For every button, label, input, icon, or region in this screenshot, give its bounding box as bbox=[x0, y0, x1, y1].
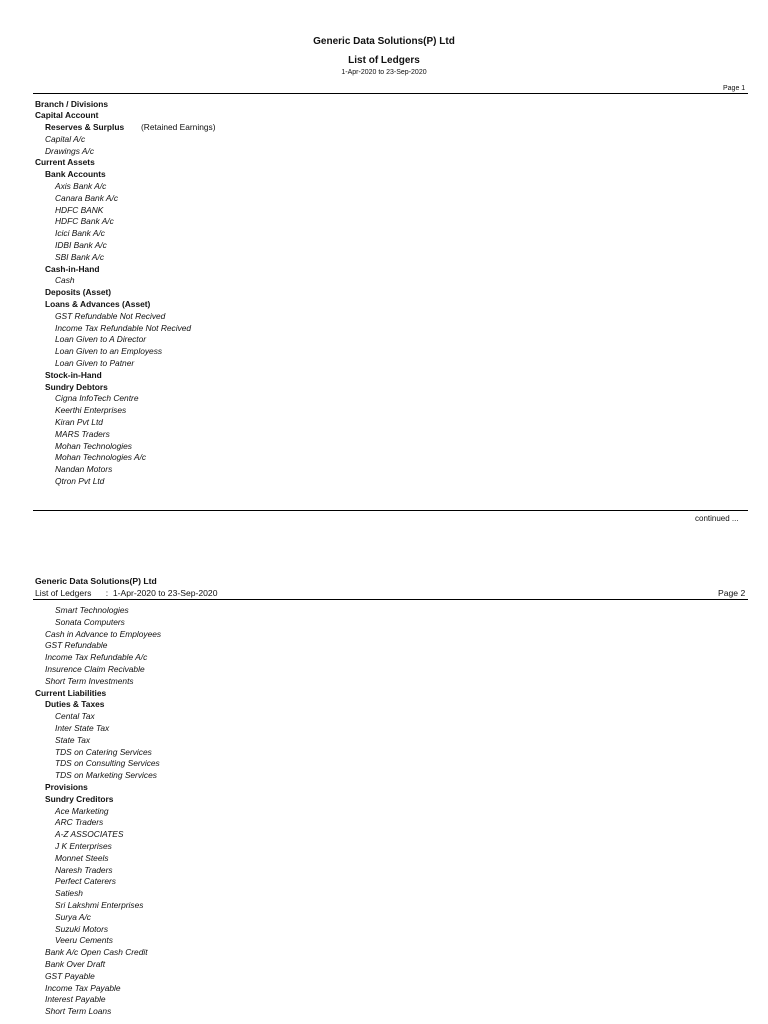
ledger-item bbox=[0, 358, 768, 370]
ledger-item bbox=[0, 1006, 768, 1018]
ledger-item bbox=[0, 193, 768, 205]
ledger-item bbox=[0, 817, 768, 829]
ledger-item bbox=[0, 275, 768, 287]
ledger-name: Cash in Advance to Employees bbox=[45, 628, 162, 639]
ledger-name: TDS on Catering Services bbox=[55, 746, 152, 757]
ledger-name: MARS Traders bbox=[55, 428, 110, 439]
ledger-name: Icici Bank A/c bbox=[55, 228, 105, 239]
ledger-item bbox=[0, 617, 768, 629]
ledger-name: Loan Given to Patner bbox=[55, 358, 135, 369]
ledger-name: Sundry Creditors bbox=[45, 793, 114, 804]
ledger-name: Cigna InfoTech Centre bbox=[55, 393, 139, 404]
ledger-item bbox=[0, 770, 768, 782]
ledger-name: Insurence Claim Recivable bbox=[45, 663, 145, 674]
ledger-name: GST Payable bbox=[45, 970, 95, 981]
ledger-name: Bank A/c Open Cash Credit bbox=[45, 947, 148, 958]
ledger-group bbox=[0, 157, 768, 169]
ledger-group bbox=[0, 122, 768, 134]
ledger-item bbox=[0, 876, 768, 888]
ledger-name: Surya A/c bbox=[55, 911, 91, 922]
ledger-name: Qtron Pvt Ltd bbox=[55, 476, 105, 486]
ledger-name: HDFC Bank A/c bbox=[55, 216, 114, 227]
ledger-item bbox=[0, 629, 768, 641]
ledger-item bbox=[0, 994, 768, 1006]
ledger-item bbox=[0, 947, 768, 959]
ledger-name: SBI Bank A/c bbox=[55, 251, 105, 262]
ledger-item bbox=[0, 134, 768, 146]
ledger-name: Satiesh bbox=[55, 888, 83, 899]
ledger-item bbox=[0, 393, 768, 405]
ledger-name: J K Enterprises bbox=[55, 840, 112, 851]
footer-rule bbox=[33, 510, 748, 511]
ledger-name: Naresh Traders bbox=[55, 864, 113, 875]
page2-company-name: Generic Data Solutions(P) Ltd bbox=[35, 576, 157, 586]
ledger-name: HDFC BANK bbox=[55, 204, 104, 215]
report-period: 1-Apr-2020 to 23-Sep-2020 bbox=[341, 69, 427, 76]
ledger-group bbox=[0, 299, 768, 311]
ledger-name: Loan Given to A Director bbox=[55, 334, 147, 345]
ledger-group bbox=[0, 169, 768, 181]
page2-subtitle: List of Ledgers : 1-Apr-2020 to 23-Sep-2020 bbox=[35, 588, 218, 598]
ledger-name: GST Refundable bbox=[45, 640, 108, 651]
ledger-name: Branch / Divisions bbox=[35, 98, 109, 109]
ledger-item bbox=[0, 464, 768, 476]
ledger-name: Income Tax Refundable A/c bbox=[45, 652, 148, 663]
ledger-item bbox=[0, 747, 768, 759]
ledger-item bbox=[0, 346, 768, 358]
ledger-item bbox=[0, 664, 768, 676]
ledger-item bbox=[0, 711, 768, 723]
page-number-1: Page 1 bbox=[723, 85, 746, 92]
ledger-item bbox=[0, 853, 768, 865]
ledger-item bbox=[0, 829, 768, 841]
ledger-name: Drawings A/c bbox=[45, 145, 95, 156]
ledger-item bbox=[0, 888, 768, 900]
ledger-name: Monnet Steels bbox=[55, 852, 109, 863]
ledger-name: Capital Account bbox=[35, 110, 99, 121]
ledger-name: Sundry Debtors bbox=[45, 381, 108, 392]
ledger-item bbox=[0, 806, 768, 818]
ledger-item bbox=[0, 405, 768, 417]
ledger-item bbox=[0, 935, 768, 947]
ledger-item bbox=[0, 429, 768, 441]
ledger-name: Kiran Pvt Ltd bbox=[55, 417, 103, 428]
ledger-name: Provisions bbox=[45, 781, 88, 792]
ledger-item bbox=[0, 723, 768, 735]
ledger-list-page-1 bbox=[0, 99, 768, 488]
ledger-name: Mohan Technologies A/c bbox=[55, 452, 147, 463]
ledger-name: Loans & Advances (Asset) bbox=[45, 299, 151, 310]
header-rule bbox=[33, 93, 748, 94]
ledger-item bbox=[0, 735, 768, 747]
ledger-item bbox=[0, 228, 768, 240]
ledger-item bbox=[0, 971, 768, 983]
ledger-name: Sri Lakshmi Enterprises bbox=[55, 899, 144, 910]
continued-label: continued ... bbox=[695, 514, 739, 523]
ledger-name: Axis Bank A/c bbox=[55, 181, 107, 192]
ledger-name: Current Liabilities bbox=[35, 687, 107, 698]
ledger-item bbox=[0, 323, 768, 335]
ledger-group bbox=[0, 382, 768, 394]
ledger-item bbox=[0, 865, 768, 877]
ledger-name: Capital A/c bbox=[45, 133, 86, 144]
ledger-item bbox=[0, 652, 768, 664]
ledger-name: Interest Payable bbox=[45, 994, 106, 1005]
ledger-group bbox=[0, 699, 768, 711]
ledger-name: Income Tax Payable bbox=[45, 982, 121, 993]
ledger-item bbox=[0, 476, 768, 488]
ledger-group bbox=[0, 110, 768, 122]
ledger-name: TDS on Consulting Services bbox=[55, 758, 160, 769]
ledger-name: Inter State Tax bbox=[55, 722, 110, 733]
ledger-name: Bank Over Draft bbox=[45, 958, 106, 969]
ledger-group bbox=[0, 688, 768, 700]
ledger-name: Duties & Taxes bbox=[45, 699, 105, 710]
ledger-group bbox=[0, 370, 768, 382]
ledger-name: Bank Accounts bbox=[45, 169, 106, 180]
ledger-item bbox=[0, 900, 768, 912]
ledger-item bbox=[0, 311, 768, 323]
ledger-name: Income Tax Refundable Not Recived bbox=[55, 322, 192, 333]
ledger-name: Cash-in-Hand bbox=[45, 263, 100, 274]
ledger-group bbox=[0, 264, 768, 276]
ledger-name: Keerthi Enterprises bbox=[55, 405, 127, 416]
ledger-name: Ace Marketing bbox=[55, 805, 109, 816]
ledger-name: Veeru Cements bbox=[55, 935, 113, 946]
ledger-item bbox=[0, 924, 768, 936]
report-company-name: Generic Data Solutions(P) Ltd bbox=[313, 36, 455, 47]
ledger-name: TDS on Marketing Services bbox=[55, 770, 157, 781]
ledger-item bbox=[0, 252, 768, 264]
ledger-name: A-Z ASSOCIATES bbox=[55, 829, 124, 840]
ledger-item bbox=[0, 181, 768, 193]
ledger-name: Sonata Computers bbox=[55, 616, 125, 627]
ledger-list-page-2 bbox=[0, 605, 768, 1018]
ledger-name: Mohan Technologies bbox=[55, 440, 132, 451]
ledger-group bbox=[0, 99, 768, 111]
ledger-name: Suzuki Motors bbox=[55, 923, 109, 934]
ledger-item bbox=[0, 205, 768, 217]
ledger-item bbox=[0, 959, 768, 971]
page-number-2: Page 2 bbox=[718, 588, 746, 598]
ledger-name: Reserves & Surplus bbox=[45, 122, 125, 133]
ledger-item bbox=[0, 146, 768, 158]
ledger-name: GST Refundable Not Recived bbox=[55, 310, 166, 321]
ledger-item bbox=[0, 758, 768, 770]
ledger-name: Cental Tax bbox=[55, 711, 95, 722]
ledger-name: Short Term Investments bbox=[45, 675, 134, 686]
ledger-item bbox=[0, 240, 768, 252]
ledger-item bbox=[0, 441, 768, 453]
ledger-item bbox=[0, 417, 768, 429]
ledger-item bbox=[0, 983, 768, 995]
ledger-name: Nandan Motors bbox=[55, 464, 113, 475]
ledger-name: State Tax bbox=[55, 734, 91, 745]
ledger-name: Perfect Caterers bbox=[55, 876, 116, 887]
ledger-name: Current Assets bbox=[35, 157, 95, 168]
ledger-item bbox=[0, 216, 768, 228]
ledger-item bbox=[0, 334, 768, 346]
ledger-name: Cash bbox=[55, 275, 75, 286]
ledger-group bbox=[0, 794, 768, 806]
ledger-note: (Retained Earnings) bbox=[141, 122, 216, 133]
ledger-name: Loan Given to an Employess bbox=[55, 346, 163, 357]
ledger-item bbox=[0, 605, 768, 617]
ledger-group bbox=[0, 287, 768, 299]
ledger-name: Short Term Loans bbox=[45, 1006, 112, 1017]
ledger-item bbox=[0, 452, 768, 464]
ledger-name: IDBI Bank A/c bbox=[55, 240, 107, 251]
ledger-name: Smart Technologies bbox=[55, 605, 129, 615]
ledger-item bbox=[0, 676, 768, 688]
ledger-name: Canara Bank A/c bbox=[55, 192, 119, 203]
ledger-item bbox=[0, 912, 768, 924]
page2-header-rule bbox=[33, 599, 748, 600]
report-title: List of Ledgers bbox=[348, 55, 420, 66]
ledger-item bbox=[0, 640, 768, 652]
ledger-group bbox=[0, 782, 768, 794]
ledger-name: Deposits (Asset) bbox=[45, 287, 112, 298]
ledger-name: Stock-in-Hand bbox=[45, 369, 102, 380]
ledger-item bbox=[0, 841, 768, 853]
ledger-name: ARC Traders bbox=[55, 817, 104, 828]
